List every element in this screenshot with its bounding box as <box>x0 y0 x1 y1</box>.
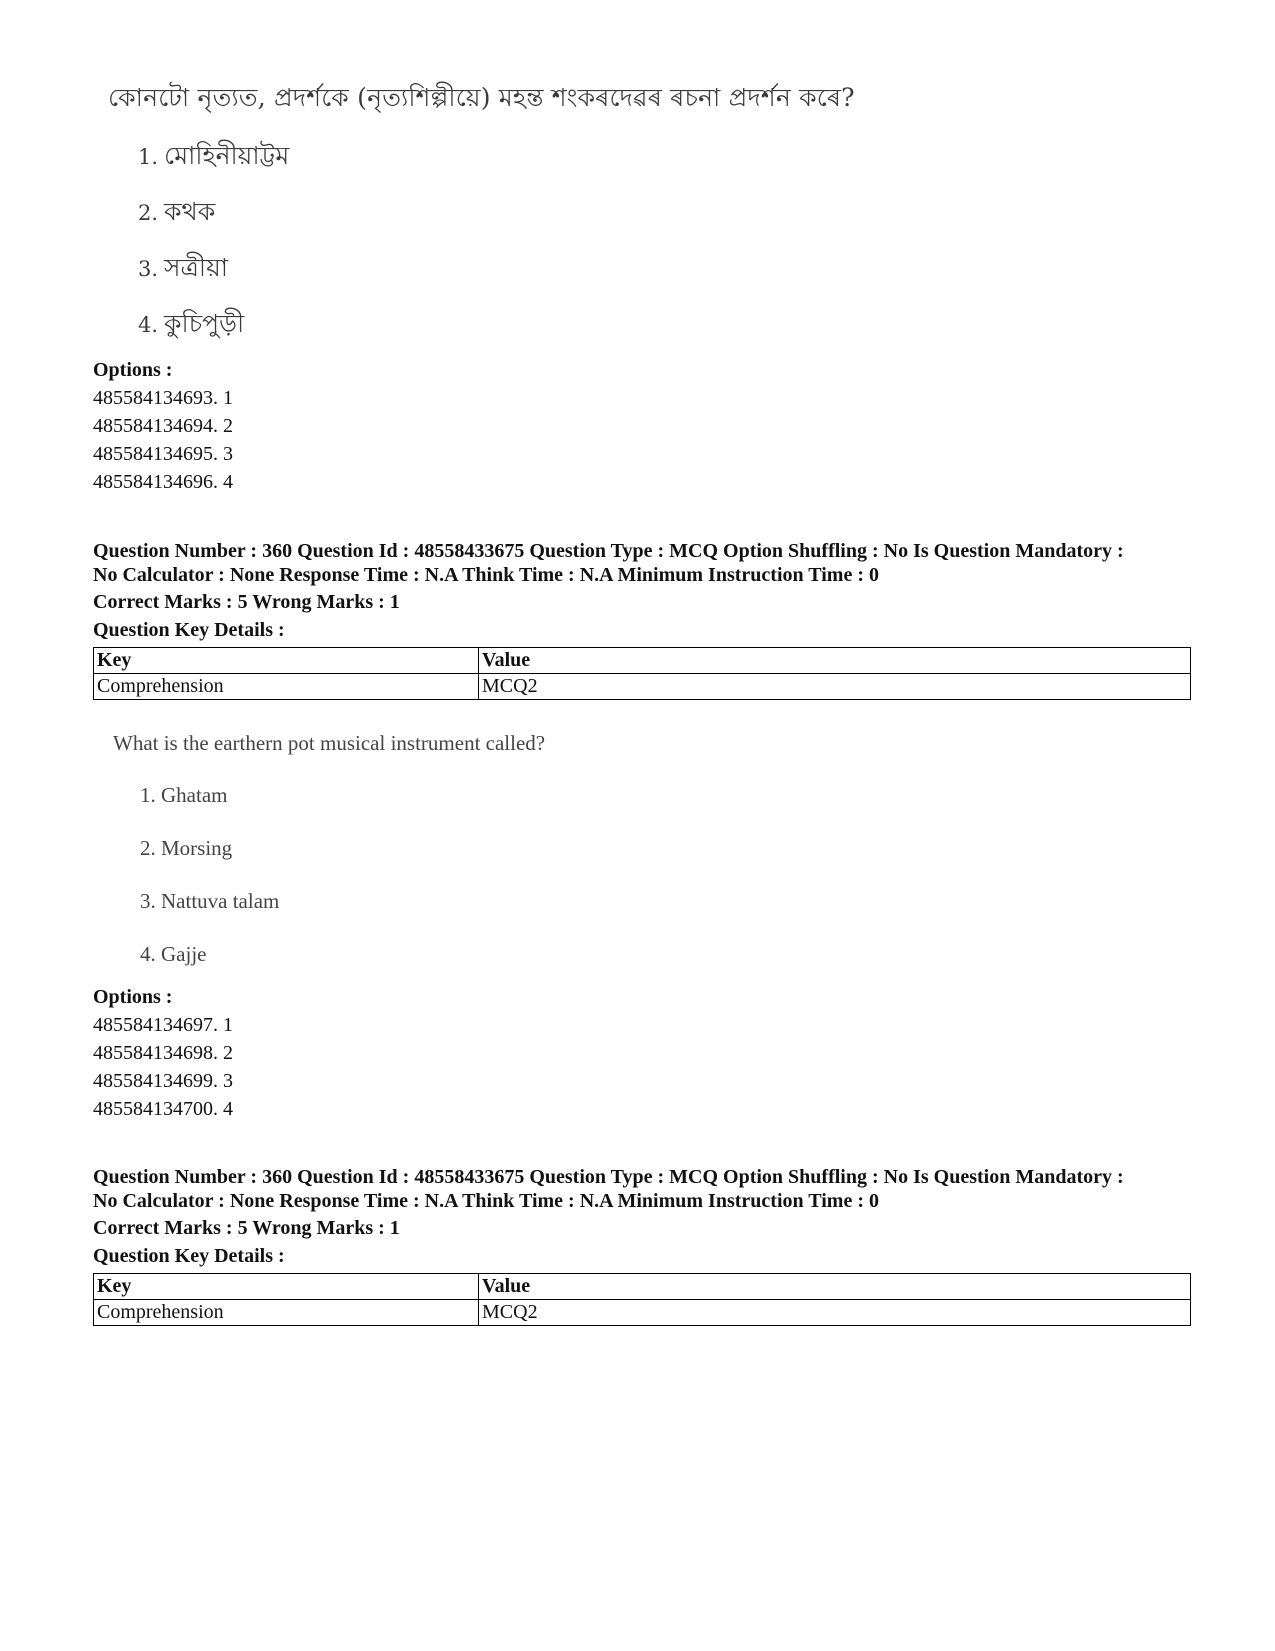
question-1-choice <box>138 304 244 347</box>
choice-text: মোহিনীয়াট্টম <box>164 141 290 170</box>
table-header-key: Key <box>94 1274 479 1300</box>
option-id-line: 485584134694. 2 <box>93 415 233 437</box>
option-id-line: 485584134699. 3 <box>93 1070 233 1092</box>
choice-number: 3. <box>138 257 159 281</box>
question-1-choice <box>138 192 215 235</box>
question-key-table <box>93 647 1191 700</box>
table-cell-value: MCQ2 <box>479 674 1191 700</box>
choice-text: কথক <box>164 197 216 226</box>
table-header-row <box>94 648 1191 674</box>
options-label: Options : <box>93 359 173 381</box>
question-2-choice: 1. Ghatam <box>140 783 228 807</box>
question-key-details-label: Question Key Details : <box>93 619 285 641</box>
question-2-choice: 4. Gajje <box>140 942 207 966</box>
question-2-stem: What is the earthern pot musical instrument called? <box>113 731 546 755</box>
option-id-line: 485584134693. 1 <box>93 387 233 409</box>
choice-number: 4. <box>138 313 159 337</box>
choice-text: সত্ৰীয়া <box>164 253 229 282</box>
question-meta-line-2: No Calculator : None Response Time : N.A Think Time : N.A Minimum Instruction Time : 0 <box>93 1190 879 1212</box>
question-2-choice: 2. Morsing <box>140 836 233 860</box>
option-id-line: 485584134700. 4 <box>93 1098 233 1120</box>
option-id-line: 485584134696. 4 <box>93 471 233 493</box>
table-cell-value: MCQ2 <box>479 1300 1191 1326</box>
table-cell-key: Comprehension <box>94 674 479 700</box>
table-cell-key: Comprehension <box>94 1300 479 1326</box>
table-header-value: Value <box>479 648 1191 674</box>
table-row <box>94 1300 1191 1326</box>
table-header-value: Value <box>479 1274 1191 1300</box>
question-key-details-label: Question Key Details : <box>93 1245 285 1267</box>
table-row <box>94 674 1191 700</box>
option-id-line: 485584134697. 1 <box>93 1014 233 1036</box>
table-header-key: Key <box>94 648 479 674</box>
question-1-choice <box>138 136 289 179</box>
question-key-table <box>93 1273 1191 1326</box>
question-1-stem: কোনটো নৃত্যত, প্ৰদৰ্শকে (নৃত্যশিল্পীয়ে) মহন্ত শংকৰদেৱৰ ৰচনা প্ৰদৰ্শন কৰে? <box>108 83 855 112</box>
question-meta-line-1: Question Number : 360 Question Id : 48558433675 Question Type : MCQ Option Shuffling : No Is Question Mandatory : <box>93 540 1124 562</box>
choice-number: 2. <box>138 201 159 225</box>
question-marks: Correct Marks : 5 Wrong Marks : 1 <box>93 591 400 613</box>
options-label: Options : <box>93 986 173 1008</box>
option-id-line: 485584134698. 2 <box>93 1042 233 1064</box>
choice-number: 1. <box>138 145 159 169</box>
question-meta-line-1: Question Number : 360 Question Id : 48558433675 Question Type : MCQ Option Shuffling : No Is Question Mandatory : <box>93 1166 1124 1188</box>
table-header-row <box>94 1274 1191 1300</box>
question-meta-line-2: No Calculator : None Response Time : N.A Think Time : N.A Minimum Instruction Time : 0 <box>93 564 879 586</box>
choice-text: কুচিপুড়ী <box>164 309 245 338</box>
option-id-line: 485584134695. 3 <box>93 443 233 465</box>
question-2-choice: 3. Nattuva talam <box>140 889 280 913</box>
question-marks: Correct Marks : 5 Wrong Marks : 1 <box>93 1217 400 1239</box>
question-1-choice <box>138 248 228 291</box>
